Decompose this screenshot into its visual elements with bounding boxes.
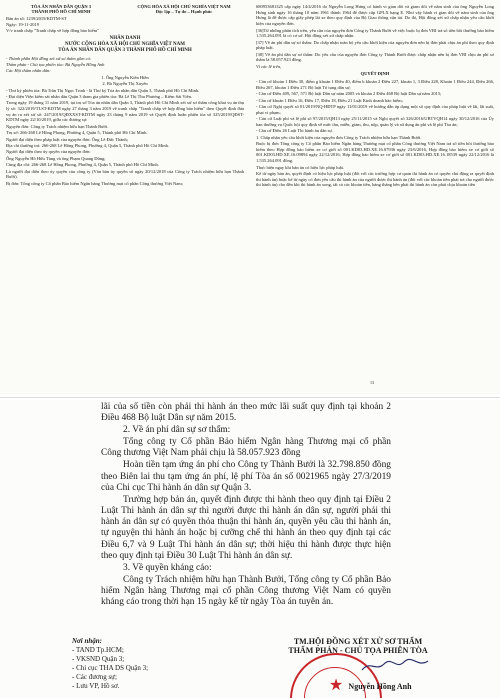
recipient-4: - Các đương sự;: [72, 673, 117, 681]
left-column: [6, 4, 244, 389]
juror-1: 1. Ông Nguyễn Kiên Hiền: [101, 74, 149, 80]
plaintiff: Nguyên đơn: Công ty Trách nhiệm hữu hạn Thành Bưởi.: [6, 123, 109, 129]
legal-basis-4: - Căn cứ Nghị quyết số 01/2019/NQ-HĐTP ngày 11/01/2019 về hướng dẫn áp dụng một số quy định của pháp luật về lãi, lãi suất, phạt vi phạm;: [256, 104, 494, 115]
defendant: Bị đơn: Tổng công ty Cổ phần Bảo hiểm Ngân hàng Thương mại cổ phần Công thương Việt Nam;: [6, 180, 183, 186]
right-column: [256, 4, 494, 389]
legal-representative: Người đại diện theo pháp luật của nguyên đơn: Ông Lê Đức Thành;: [6, 136, 129, 142]
legal-basis-6: - Căn cứ Điều 26 Luật Thi hành án dân sự.: [256, 128, 333, 134]
title-line1: NHÂN DANH: [109, 36, 141, 42]
decision-item-2: Buộc bị đơn Tổng công ty Cổ phần Bảo hiểm Ngân hàng Thương mại cổ phần Công thương Việt Nam trả số tiền bồi thường bảo hiểm theo Hợp đồng bảo hiểm xe cơ giới số 001.KD03.HD.XE.16.07936 ngày 23/6/2016, Hợp đồng bảo hiểm xe cơ giới số 001.KD03.HD.XE.16.09894 ngày 22/12/2016; Hợp đồng bảo hiểm xe cơ giới số 001.KD03.HD.XE.16.18539 ngày 22/12/2016 là 1.535.264.091 đồng.: [256, 141, 494, 164]
title-line2: NƯỚC CỘNG HÒA XÃ HỘI CHỦ NGHĨA VIỆT NAM: [65, 42, 185, 48]
authorized-representative-label: Người đại diện theo ủy quyền của nguyên đơn:: [6, 149, 91, 155]
nation-name: CỘNG HÒA XÃ HỘI CHỦ NGHĨA VIỆT NAM: [137, 4, 231, 9]
jurors-title: Các Hội thẩm nhân dân:: [6, 68, 51, 74]
final-page-text: [101, 402, 391, 609]
case-subject: V/v tranh chấp "Tranh chấp về hợp đồng bảo hiểm": [6, 28, 99, 34]
page-number: 13: [370, 380, 374, 385]
title-line3: TÒA ÁN NHÂN DÂN QUẬN 3 THÀNH PHỐ HỒ CHÍ MINH: [58, 47, 192, 53]
legal-basis-1: - Căn cứ khoản 1 Điều 30, điểm g khoản 1 Điều 40, điểm b khoản 2 Điều 227, khoản 1, 3 Điều 228, Khoản 1 Điều 244, Điều 266, Điều 267, khoản 1 Điều 271 Bộ luật Tố tụng dân sự;: [256, 79, 494, 90]
for-these-reasons: Vì các lẽ trên,: [256, 63, 282, 69]
court-clerk: - Thư ký phiên tòa: Bà Trần Thị Ngọc Trinh - là Thư ký Tòa án nhân dân Quận 3, Thành phố Hồ Chí Minh.: [6, 87, 200, 93]
legal-basis-3: - Căn cứ khoản 1 Điều 16, Điều 17, Điều 18, Điều 21 Luật Kinh doanh bảo hiểm;: [256, 97, 403, 103]
appeal-heading: 3. Về quyền kháng cáo:: [123, 562, 212, 573]
page-divider: [0, 397, 500, 398]
recipients-title: Nơi nhận:: [72, 637, 103, 645]
court-fee-heading: 2. Về án phí dân sự sơ thẩm:: [123, 425, 231, 436]
decision-item-1: 1. Chấp nhận yêu cầu khởi kiện của nguyên đơn Công ty Trách nhiệm hữu hạn Thành Bưởi.: [256, 134, 422, 140]
court-fee-defendant: Tổng công ty Cổ phần Bảo hiểm Ngân hàng Thương mại cổ phần Công thương Việt Nam phải chịu là 58.057.923 đồng: [101, 437, 391, 459]
legal-basis-5: - Căn cứ Luật phí và lệ phí số 97/2015/QH13 ngày 25/11/2015 và Nghị quyết số 326/2016/UBTVQH14 ngày 30/12/2016 của Ủy ban thường vụ Quốc hội quy định về mức thu, miễn, giảm, thu, nộp, quản lý và sử dụng án phí và lệ phí Tòa án;: [256, 116, 494, 127]
juror-2: 2. Bà Nguyễn Thị Xuyến: [102, 81, 148, 87]
plaintiff-address: Trụ sở: 266-268 Lê Hồng Phong, Phường 4, Quận 5, Thành phố Hồ Chí Minh.: [6, 130, 148, 136]
recipient-1: - TAND Tp.HCM;: [72, 646, 124, 654]
court-name-line2: THÀNH PHỐ HỒ CHÍ MINH: [31, 9, 91, 15]
recipient-3: - Chi cục THA DS Quận 3;: [72, 664, 149, 672]
appeal-rights: Công ty Trách nhiệm hữu hạn Thành Bưởi, Tổng công ty Cổ phần Bảo hiểm Ngân hàng Thương mại cổ phần Công thương Việt Nam có quyền kháng cáo trong thời hạn 15 ngày kể từ ngày Tòa án tuyên án.: [101, 574, 391, 608]
recipient-2: - VKSND Quận 3;: [72, 655, 125, 663]
recipient-5: - Lưu VP, Hồ sơ.: [72, 682, 120, 690]
decision-heading: QUYẾT ĐỊNH: [360, 71, 390, 77]
legal-representative-address: Địa chỉ thường trú: 266-268 Lê Hồng Phong, Phường 4, Quận 5, Thành phố Hồ Chí Minh.: [6, 143, 170, 148]
enforcement-clause: Trường hợp bản án, quyết định được thi hành theo quy định tại Điều 2 Luật Thi hành án dân sự thì người được thi hành án dân sự, người phải thi hành án dân sự có quyền thỏa thuận thi hành án, quyền yêu cầu thi hành án, tự nguyện thi hành án hoặc bị cưỡng chế thi hành án theo quy định tại các Điều 6,7 và 9 Luật Thi hành án dân sự; thời hiệu thi hành được thực hiện theo quy định tại Điều 30 Luật Thi hành án dân sự.: [101, 494, 391, 561]
nation-motto: Độc lập – Tự do – Hạnh phúc: [155, 9, 213, 15]
procurator: - Đại diện Viện kiểm sát nhân dân Quận 3 tham gia phiên tòa: Bà Lê Thị Thu Phương – Kiểm Sát Viên.: [6, 93, 193, 99]
judgment-date: Ngày: 19-11-2019: [6, 21, 39, 27]
panel-composition: - Thành phần Hội đồng xét xử sơ thẩm gồm có:: [6, 55, 92, 61]
signature-titles: [258, 637, 458, 656]
trial-paragraph: Trong ngày 19 tháng 11 năm 2019, tại trụ sở Tòa án nhân dân Quận 3, Thành phố Hồ Chí Minh xét xử sơ thẩm công khai vụ án thụ lý số: 322/2019/TLST-KDTM ngày 27 tháng 3 năm 2019 về tranh chấp "Tranh chấp về hợp đồng bảo hiểm" theo Quyết định đưa vụ án ra xét xử số: 247/2019/QĐXXST-KDTM ngày 23 tháng 9 năm 2019 và Quyết định hoãn phiên tòa số 325/2019/QĐST-KDTM ngày 22/10/2019, giữa các đương sự:: [6, 100, 244, 123]
authorization-document: Là người đại diện theo ủy quyền của công ty (Văn bản ủy quyền số ngày 20/12/2018 của Công ty Trách nhiệm hữu hạn Thành Bưởi).: [6, 168, 244, 180]
fee-refund: Hoàn tiền tạm ứng án phí cho Công ty Thành Bưởi là 32.798.850 đồng theo Biên lai thu tạm ứng án phí, lệ phí Tòa án số 0021965 ngày 27/3/2019 của Chi cục Thi hành án dân sự Quận 3.: [101, 460, 391, 493]
authorized-representative-names: Ông Nguyễn Hồ Hữu Tùng và ông Phạm Quang Dũng;: [6, 155, 106, 161]
decision-item-4: Kể từ ngày bản án, quyết định có hiệu lực pháp luật (đối với các trường hợp cơ quan thi hành án có quyền chủ động ra quyết định thi hành án) hoặc kể từ ngày có đơn yêu cầu thi hành án của người được thi hành án (đối với các khoản tiền phải trả cho người được thi hành án) cho đến khi thi hành án xong, tất cả các khoản tiền, hàng tháng bên phải thi hành án còn phải chịu khoản tiền: [256, 170, 494, 188]
document-header: [6, 4, 244, 33]
nation-block: [124, 4, 244, 33]
court-block: [6, 4, 116, 33]
reasoning-paragraph-2: [36]Từ những phân tích trên, yêu cầu của nguyên đơn Công ty Thành Bưởi về việc buộc bị đơn VBI trả số tiền bồi thường bảo hiểm 1.535.264.091 là có cơ sở. Hội đồng xét xử chấp nhận.: [256, 27, 494, 39]
legal-basis-2: - Căn cứ Điều 409, 567, 571 Bộ luật Dân sự năm 2005 và khoản 2 Điều 468 Bộ luật Dân sự năm 2015;: [256, 91, 442, 97]
signature-title-2: THẨM PHÁN - CHỦ TỌA PHIÊN TÒA: [288, 646, 428, 656]
signer-name: Nguyễn Hồng Anh: [348, 682, 412, 691]
interest-clause: lãi của số tiền còn phải thi hành án theo mức lãi suất quy định tại khoản 2 Điều 468 Bộ luật Dân sự năm 2015.: [101, 402, 391, 424]
reasoning-paragraph-4: [38] Về án phí dân sự sơ thẩm: Do yêu cầu của nguyên đơn Công ty Thành Bưởi được chấp nhận nên bị đơn VBI chịu án phí sơ thẩm là 58.057.923 đồng.: [256, 51, 494, 63]
handwritten-signature-icon: [360, 658, 430, 674]
signature-title-1: TM.HỘI ĐỒNG XÉT XỬ SƠ THẨM: [293, 637, 423, 646]
court-name-line1: TÒA ÁN NHÂN DÂN QUẬN 3: [30, 4, 92, 9]
recipients-block: [72, 637, 148, 691]
authorized-representative-address: Cùng địa chỉ: 266-268 Lê Hồng Phong, Phường 4, Quận 5, Thành phố Hồ Chí Minh.: [6, 162, 159, 168]
final-page: [0, 400, 500, 698]
decision-item-3: Thực hiện ngay khi bản án có hiệu lực pháp luật.: [256, 164, 344, 170]
seal-star-icon: ★: [328, 677, 344, 694]
presiding-judge: Thẩm phán - Chủ tọa phiên tòa: Bà Nguyễn Hồng Anh: [6, 61, 105, 67]
reasoning-paragraph-3: [37] Về án phí dân sự sơ thẩm: Do chấp nhận toàn bộ yêu cầu khởi kiện của nguyên đơn nên bị đơn phải chịu án phí theo quy định pháp luật.: [256, 39, 494, 51]
reasoning-paragraph-1: 680953681325 cấp ngày 14/4/2016 do Nguyễn Long Hưng có hành vi gian dối và giam dối về năm sinh của ông Nguyễn Long Hưng sinh ngày 16 tháng 10 năm 1961 thành 1964 để được cấp GPLX hạng E. Như vậy hành vi gian dối về năm sinh của ông Hưng là để được cấp giấy phép lái xe theo quy định của Bộ Giao thông vận tải. Do đó, Hội đồng xét xử chấp nhận yêu cầu khởi kiện của nguyên đơn.: [256, 4, 494, 27]
case-number: Bản án số: 1239/2019/KDTM-ST: [6, 15, 67, 21]
